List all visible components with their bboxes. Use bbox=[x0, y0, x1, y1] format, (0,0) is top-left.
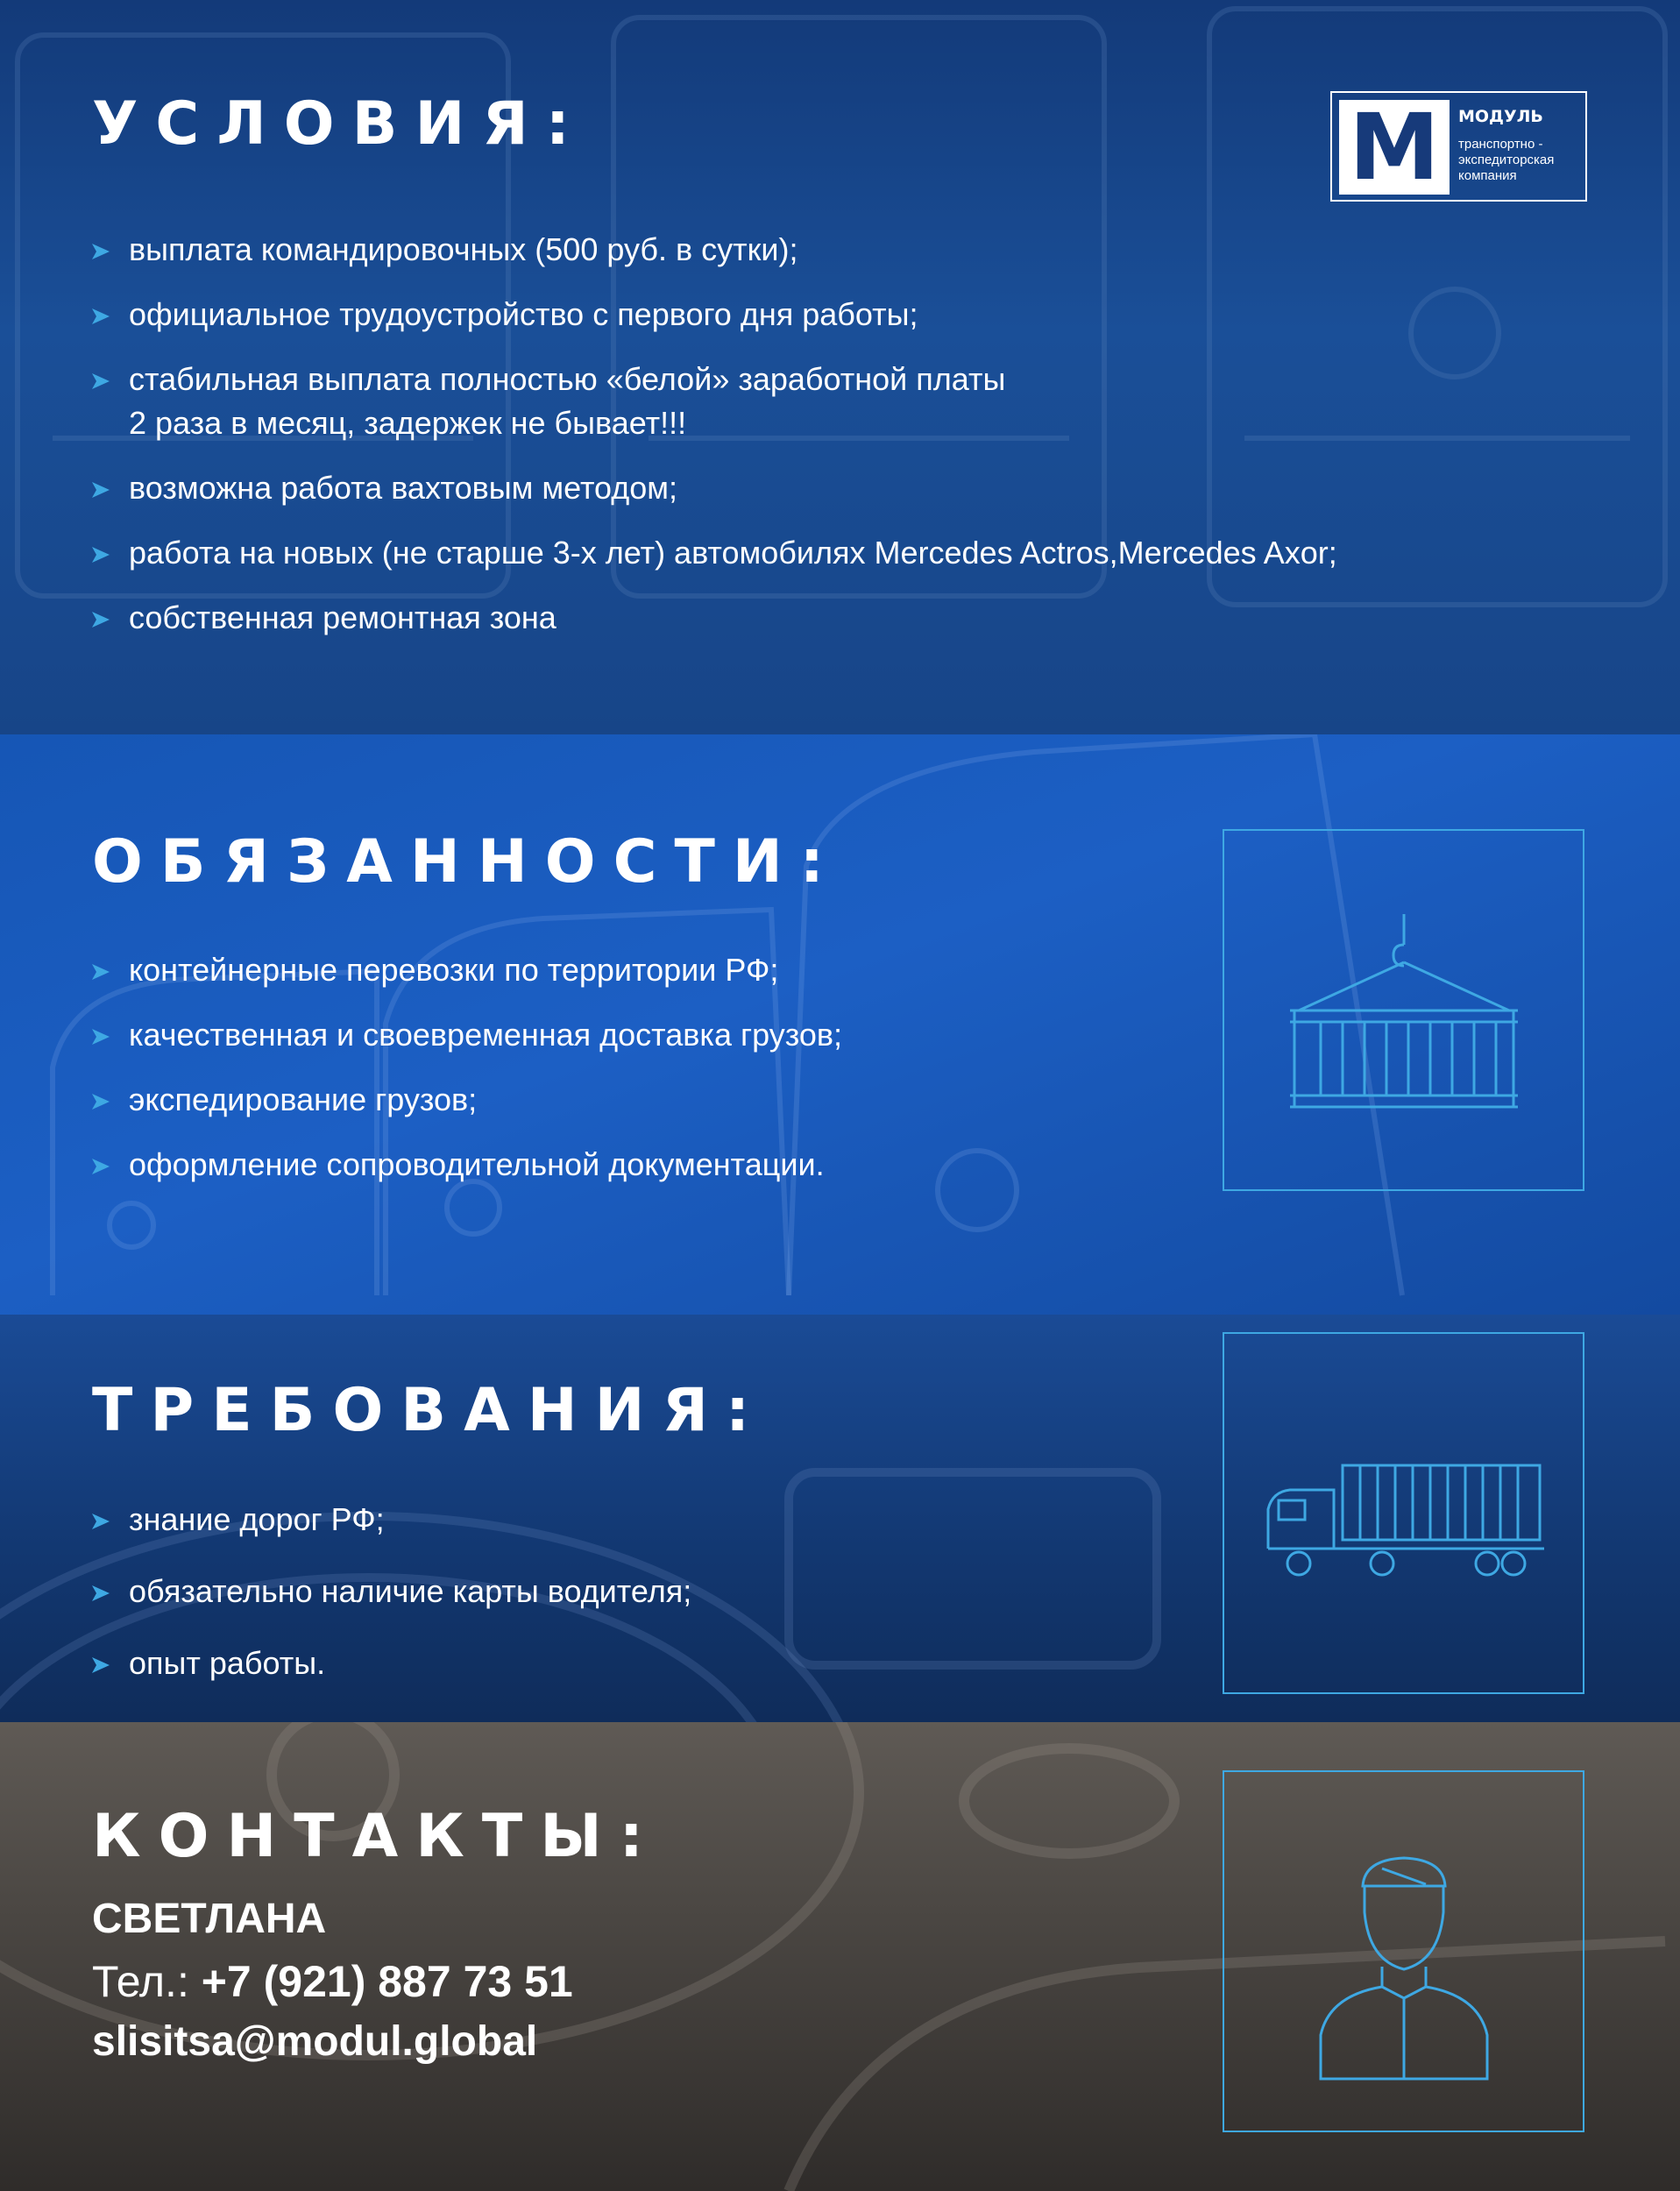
list-item-text: выплата командировочных (500 руб. в сутки); bbox=[129, 231, 798, 267]
bullet-arrow-icon bbox=[92, 612, 110, 628]
company-logo bbox=[1330, 91, 1587, 202]
duties-section bbox=[0, 734, 1680, 1315]
list-item-text: экспедирование грузов; bbox=[129, 1081, 478, 1117]
requirements-list bbox=[92, 1498, 691, 1685]
list-item bbox=[92, 1498, 691, 1542]
list-item bbox=[92, 466, 1337, 510]
list-item-text: официальное трудоустройство с первого дня работы; bbox=[129, 296, 918, 332]
bullet-arrow-icon bbox=[92, 308, 110, 324]
conditions-heading: УСЛОВИЯ: bbox=[92, 89, 587, 159]
list-item bbox=[92, 293, 1337, 337]
list-item bbox=[92, 1143, 842, 1187]
list-item bbox=[92, 1570, 691, 1613]
bullet-arrow-icon bbox=[92, 1159, 110, 1174]
bullet-arrow-icon bbox=[92, 1585, 110, 1601]
list-item bbox=[92, 948, 842, 992]
contact-phone[interactable] bbox=[92, 1956, 573, 2007]
requirements-heading: ТРЕБОВАНИЯ: bbox=[92, 1376, 768, 1445]
list-item-text: качественная и своевременная доставка грузов; bbox=[129, 1017, 842, 1053]
contact-name: СВЕТЛАНА bbox=[92, 1896, 327, 1942]
requirements-section bbox=[0, 1315, 1680, 1722]
logo-tagline-line: транспортно - bbox=[1458, 137, 1543, 152]
conditions-list bbox=[92, 228, 1337, 640]
list-item-text: контейнерные перевозки по территории РФ; bbox=[129, 952, 779, 988]
logo-tagline-line: экспедиторская bbox=[1458, 152, 1555, 167]
list-item-text: опыт работы. bbox=[129, 1645, 326, 1681]
list-item bbox=[92, 596, 1337, 640]
contacts-heading: КОНТАКТЫ: bbox=[92, 1802, 661, 1871]
bullet-arrow-icon bbox=[92, 244, 110, 259]
bullet-arrow-icon bbox=[92, 1514, 110, 1529]
container-truck-icon bbox=[1224, 1334, 1583, 1692]
person-icon bbox=[1224, 1772, 1583, 2131]
bullet-arrow-icon bbox=[92, 1094, 110, 1110]
list-item-text: стабильная выплата полностью «белой» заработной платы bbox=[129, 361, 1006, 397]
list-item bbox=[92, 1641, 691, 1685]
conditions-section bbox=[0, 0, 1680, 734]
duties-heading: ОБЯЗАННОСТИ: bbox=[92, 827, 841, 897]
list-item bbox=[92, 358, 1337, 445]
list-item bbox=[92, 228, 1337, 272]
list-item-text: собственная ремонтная зона bbox=[129, 599, 556, 635]
list-item-text: обязательно наличие карты водителя; bbox=[129, 1573, 692, 1609]
logo-mark: М bbox=[1339, 100, 1450, 195]
bullet-arrow-icon bbox=[92, 1657, 110, 1673]
duties-icon-frame bbox=[1223, 829, 1584, 1191]
list-item bbox=[92, 1013, 842, 1057]
bullet-arrow-icon bbox=[92, 1029, 110, 1045]
contacts-icon-frame bbox=[1223, 1770, 1584, 2132]
list-item-text-continued: 2 раза в месяц, задержек не бывает!!! bbox=[129, 405, 687, 441]
requirements-icon-frame bbox=[1223, 1332, 1584, 1694]
list-item bbox=[92, 531, 1337, 575]
container-crane-icon bbox=[1224, 831, 1583, 1189]
contact-email[interactable]: slisitsa@modul.global bbox=[92, 2018, 538, 2065]
list-item-text: оформление сопроводительной документации. bbox=[129, 1146, 825, 1182]
phone-label: Тел.: bbox=[92, 1957, 202, 2006]
list-item-text: возможна работа вахтовым методом; bbox=[129, 470, 678, 506]
bullet-arrow-icon bbox=[92, 547, 110, 563]
bullet-arrow-icon bbox=[92, 964, 110, 980]
list-item-text: знание дорог РФ; bbox=[129, 1501, 385, 1537]
list-item-text: работа на новых (не старше 3-х лет) автомобилях Mercedes Actros,Mercedes Axor; bbox=[129, 535, 1337, 571]
logo-name: МОДУЛЬ bbox=[1458, 107, 1543, 126]
logo-tagline-line: компания bbox=[1458, 168, 1517, 183]
list-item bbox=[92, 1078, 842, 1122]
duties-list bbox=[92, 948, 842, 1187]
phone-number[interactable]: +7 (921) 887 73 51 bbox=[201, 1957, 573, 2006]
bullet-arrow-icon bbox=[92, 373, 110, 389]
bullet-arrow-icon bbox=[92, 482, 110, 498]
